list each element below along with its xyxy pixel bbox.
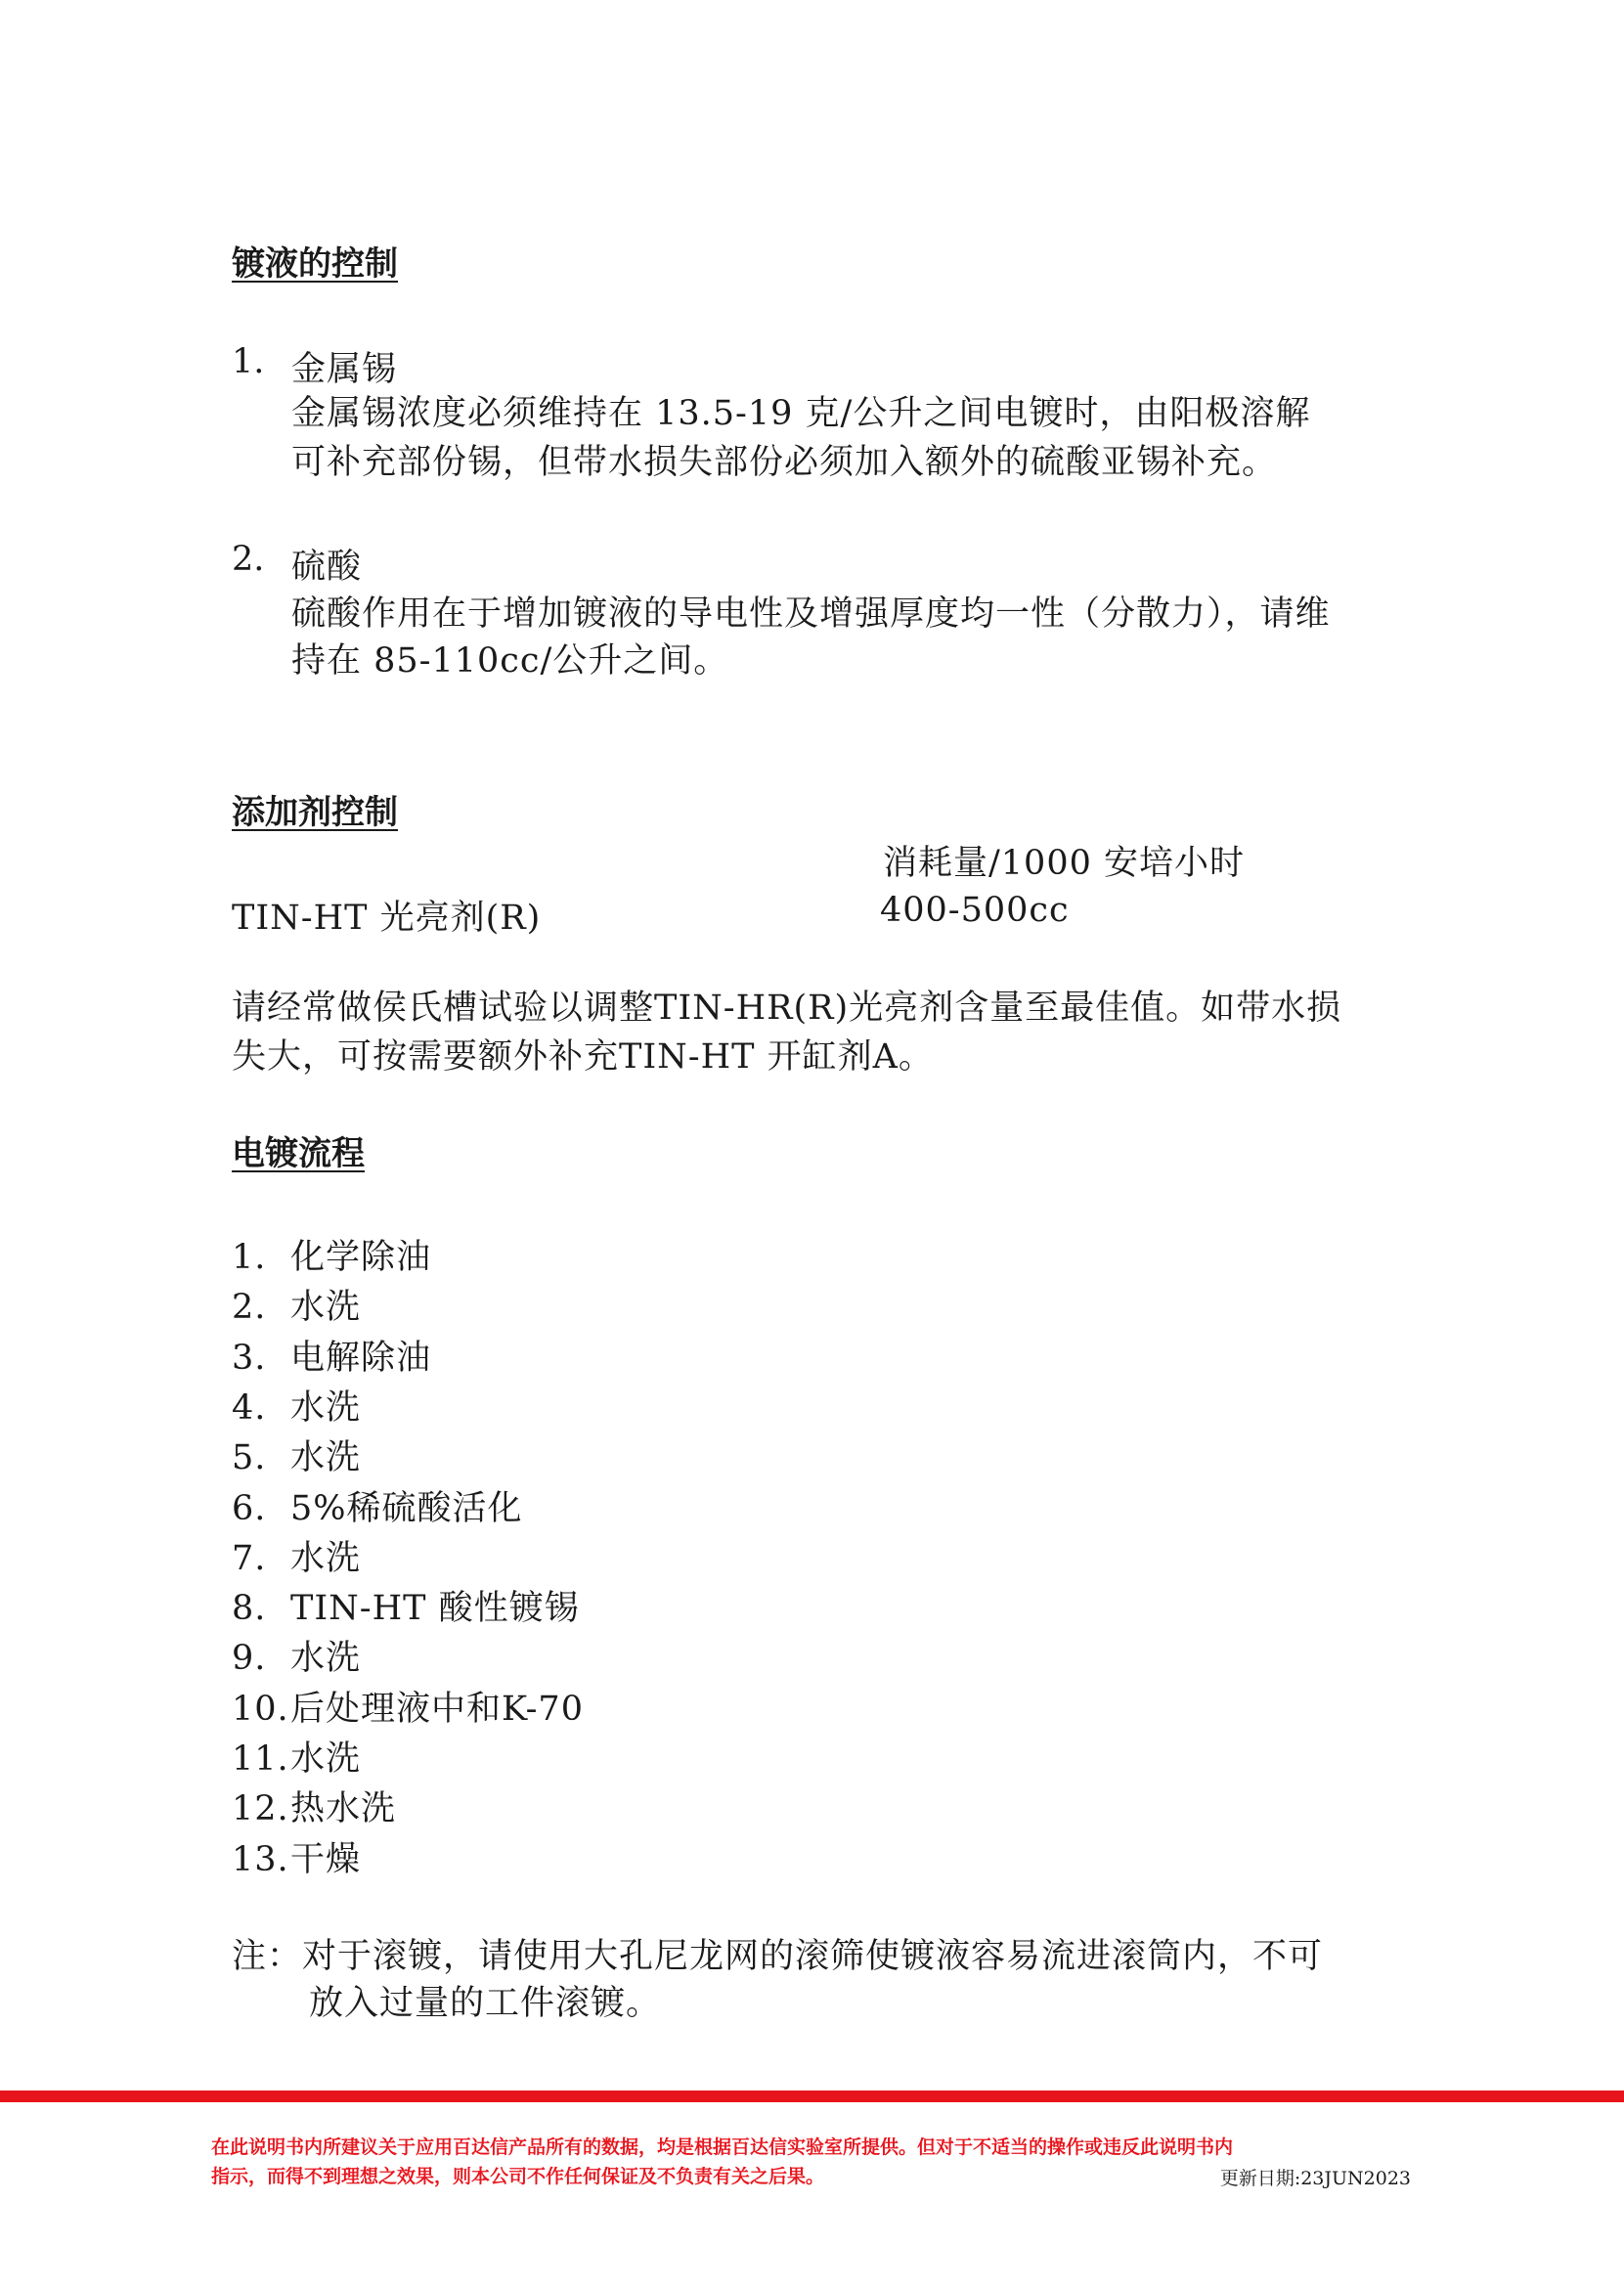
process-step <box>232 1832 361 1881</box>
item-2-line-2: 持在 85-110cc/公升之间。 <box>291 641 729 681</box>
process-step <box>232 1682 584 1731</box>
process-step <box>232 1431 361 1479</box>
process-step-number: 10. <box>232 1690 289 1729</box>
process-step-number: 1. <box>232 1238 267 1277</box>
item-1-title: 金属锡 <box>291 350 398 389</box>
process-step-text: 水洗 <box>290 1388 362 1428</box>
item-1-number: 1. <box>232 342 265 381</box>
process-step <box>232 1631 361 1680</box>
product-consumption: 400-500cc <box>880 891 1070 930</box>
process-step-text: 化学除油 <box>290 1238 432 1277</box>
process-step-text: 5%稀硫酸活化 <box>290 1489 523 1528</box>
item-2-title: 硫酸 <box>291 548 363 587</box>
process-step-text: 水洗 <box>290 1288 362 1327</box>
process-step-text: 后处理液中和K-70 <box>290 1690 584 1729</box>
process-step <box>232 1481 523 1530</box>
heading-additive-control: 添加剂控制 <box>232 793 398 832</box>
updated-date: 更新日期:23JUN2023 <box>1219 2168 1411 2189</box>
process-note-line-2: 放入过量的工件滚镀。 <box>309 1984 662 2023</box>
process-note-line-1: 注：对于滚镀，请使用大孔尼龙网的滚筛使镀液容易流进滚筒内，不可 <box>232 1937 1324 1976</box>
disclaimer-line-2: 指示，而得不到理想之效果，则本公司不作任何保证及不负责有关之后果。 <box>211 2166 825 2187</box>
process-step <box>232 1381 361 1430</box>
item-2-line-1: 硫酸作用在于增加镀液的导电性及增强厚度均一性（分散力），请维 <box>291 594 1331 634</box>
process-step <box>232 1581 580 1630</box>
process-step <box>232 1782 396 1830</box>
process-step-text: 水洗 <box>290 1639 362 1678</box>
process-step <box>232 1331 431 1380</box>
process-step-number: 12. <box>232 1789 289 1828</box>
additive-note-line-2: 失大，可按需要额外补充TIN-HT 开缸剂A。 <box>232 1037 934 1077</box>
consumption-column-header: 消耗量/1000 安培小时 <box>883 844 1245 883</box>
item-1-line-1: 金属锡浓度必须维持在 13.5-19 克/公升之间电镀时，由阳极溶解 <box>291 394 1311 433</box>
process-step-text: 电解除油 <box>290 1339 432 1378</box>
heading-plating-process: 电镀流程 <box>232 1134 365 1173</box>
process-step-text: 水洗 <box>290 1438 362 1477</box>
process-step-number: 2. <box>232 1288 267 1327</box>
process-step-number: 13. <box>232 1840 289 1879</box>
process-step-text: 热水洗 <box>290 1789 397 1828</box>
disclaimer-line-1: 在此说明书内所建议关于应用百达信产品所有的数据，均是根据百达信实验室所提供。但对于不适当的操作或违反此说明书内 <box>211 2136 1234 2158</box>
process-step <box>232 1732 361 1781</box>
process-step-number: 4. <box>232 1388 267 1428</box>
item-2-number: 2. <box>232 540 265 579</box>
process-step-number: 11. <box>232 1739 289 1779</box>
process-step-text: 干燥 <box>290 1840 362 1879</box>
footer-red-bar <box>0 2091 1624 2102</box>
process-step-text: 水洗 <box>290 1539 362 1578</box>
process-step <box>232 1531 361 1580</box>
process-step <box>232 1280 361 1329</box>
process-step-text: TIN-HT 酸性镀锡 <box>290 1589 580 1628</box>
additive-note-line-1: 请经常做侯氏槽试验以调整TIN-HR(R)光亮剂含量至最佳值。如带水损 <box>232 989 1342 1028</box>
process-step <box>232 1230 431 1279</box>
process-step-number: 8. <box>232 1589 267 1628</box>
process-step-number: 7. <box>232 1539 267 1578</box>
item-1-line-2: 可补充部份锡，但带水损失部份必须加入额外的硫酸亚锡补充。 <box>291 443 1278 482</box>
product-name: TIN-HT 光亮剂(R) <box>232 899 542 938</box>
process-step-number: 6. <box>232 1489 267 1528</box>
process-step-number: 3. <box>232 1339 267 1378</box>
process-step-text: 水洗 <box>290 1739 362 1779</box>
process-step-number: 9. <box>232 1639 267 1678</box>
heading-bath-control: 镀液的控制 <box>232 244 398 284</box>
process-step-number: 5. <box>232 1438 267 1477</box>
